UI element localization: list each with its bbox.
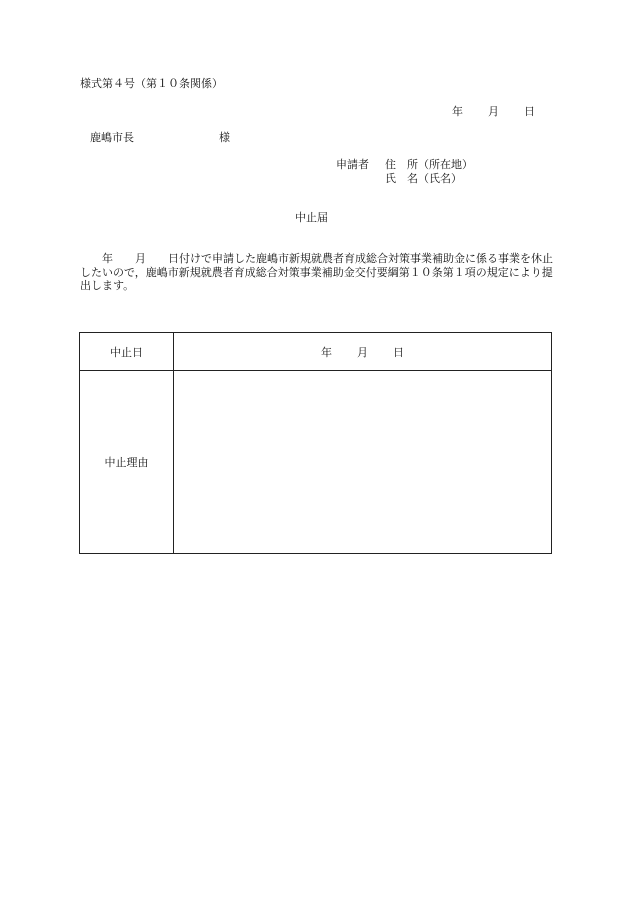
submission-date	[452, 105, 535, 119]
table-date-day: 日	[393, 345, 404, 359]
form-number: 様式第４号（第１０条関係）	[80, 77, 223, 90]
table-date-month: 月	[357, 345, 368, 359]
date-month: 月	[488, 105, 499, 118]
addressee	[90, 131, 230, 145]
applicant-name-label: 氏 名（氏名）	[385, 172, 462, 185]
discontinuation-date-label: 中止日	[80, 333, 174, 371]
table-date-year: 年	[321, 345, 332, 359]
addressee-honorific: 様	[219, 131, 230, 144]
applicant-label: 申請者	[336, 158, 369, 171]
table-row	[80, 371, 552, 554]
table-row	[80, 333, 552, 371]
discontinuation-date-value[interactable]	[174, 333, 552, 371]
document-title: 中止届	[295, 211, 328, 224]
discontinuation-reason-label: 中止理由	[80, 371, 174, 554]
body-paragraph: 年 月 日付けで申請した鹿嶋市新規就農者育成総合対策事業補助金に係る事業を休止したいので，鹿嶋市新規就農者育成総合対策事業補助金交付要綱第１０条第１項の規定により提出します。	[80, 252, 553, 292]
discontinuation-table	[79, 332, 552, 554]
date-year: 年	[452, 105, 463, 118]
applicant-address-label: 住 所（所在地）	[385, 158, 473, 171]
addressee-name: 鹿嶋市長	[90, 131, 134, 144]
date-day: 日	[524, 105, 535, 118]
discontinuation-reason-value[interactable]	[174, 371, 552, 554]
